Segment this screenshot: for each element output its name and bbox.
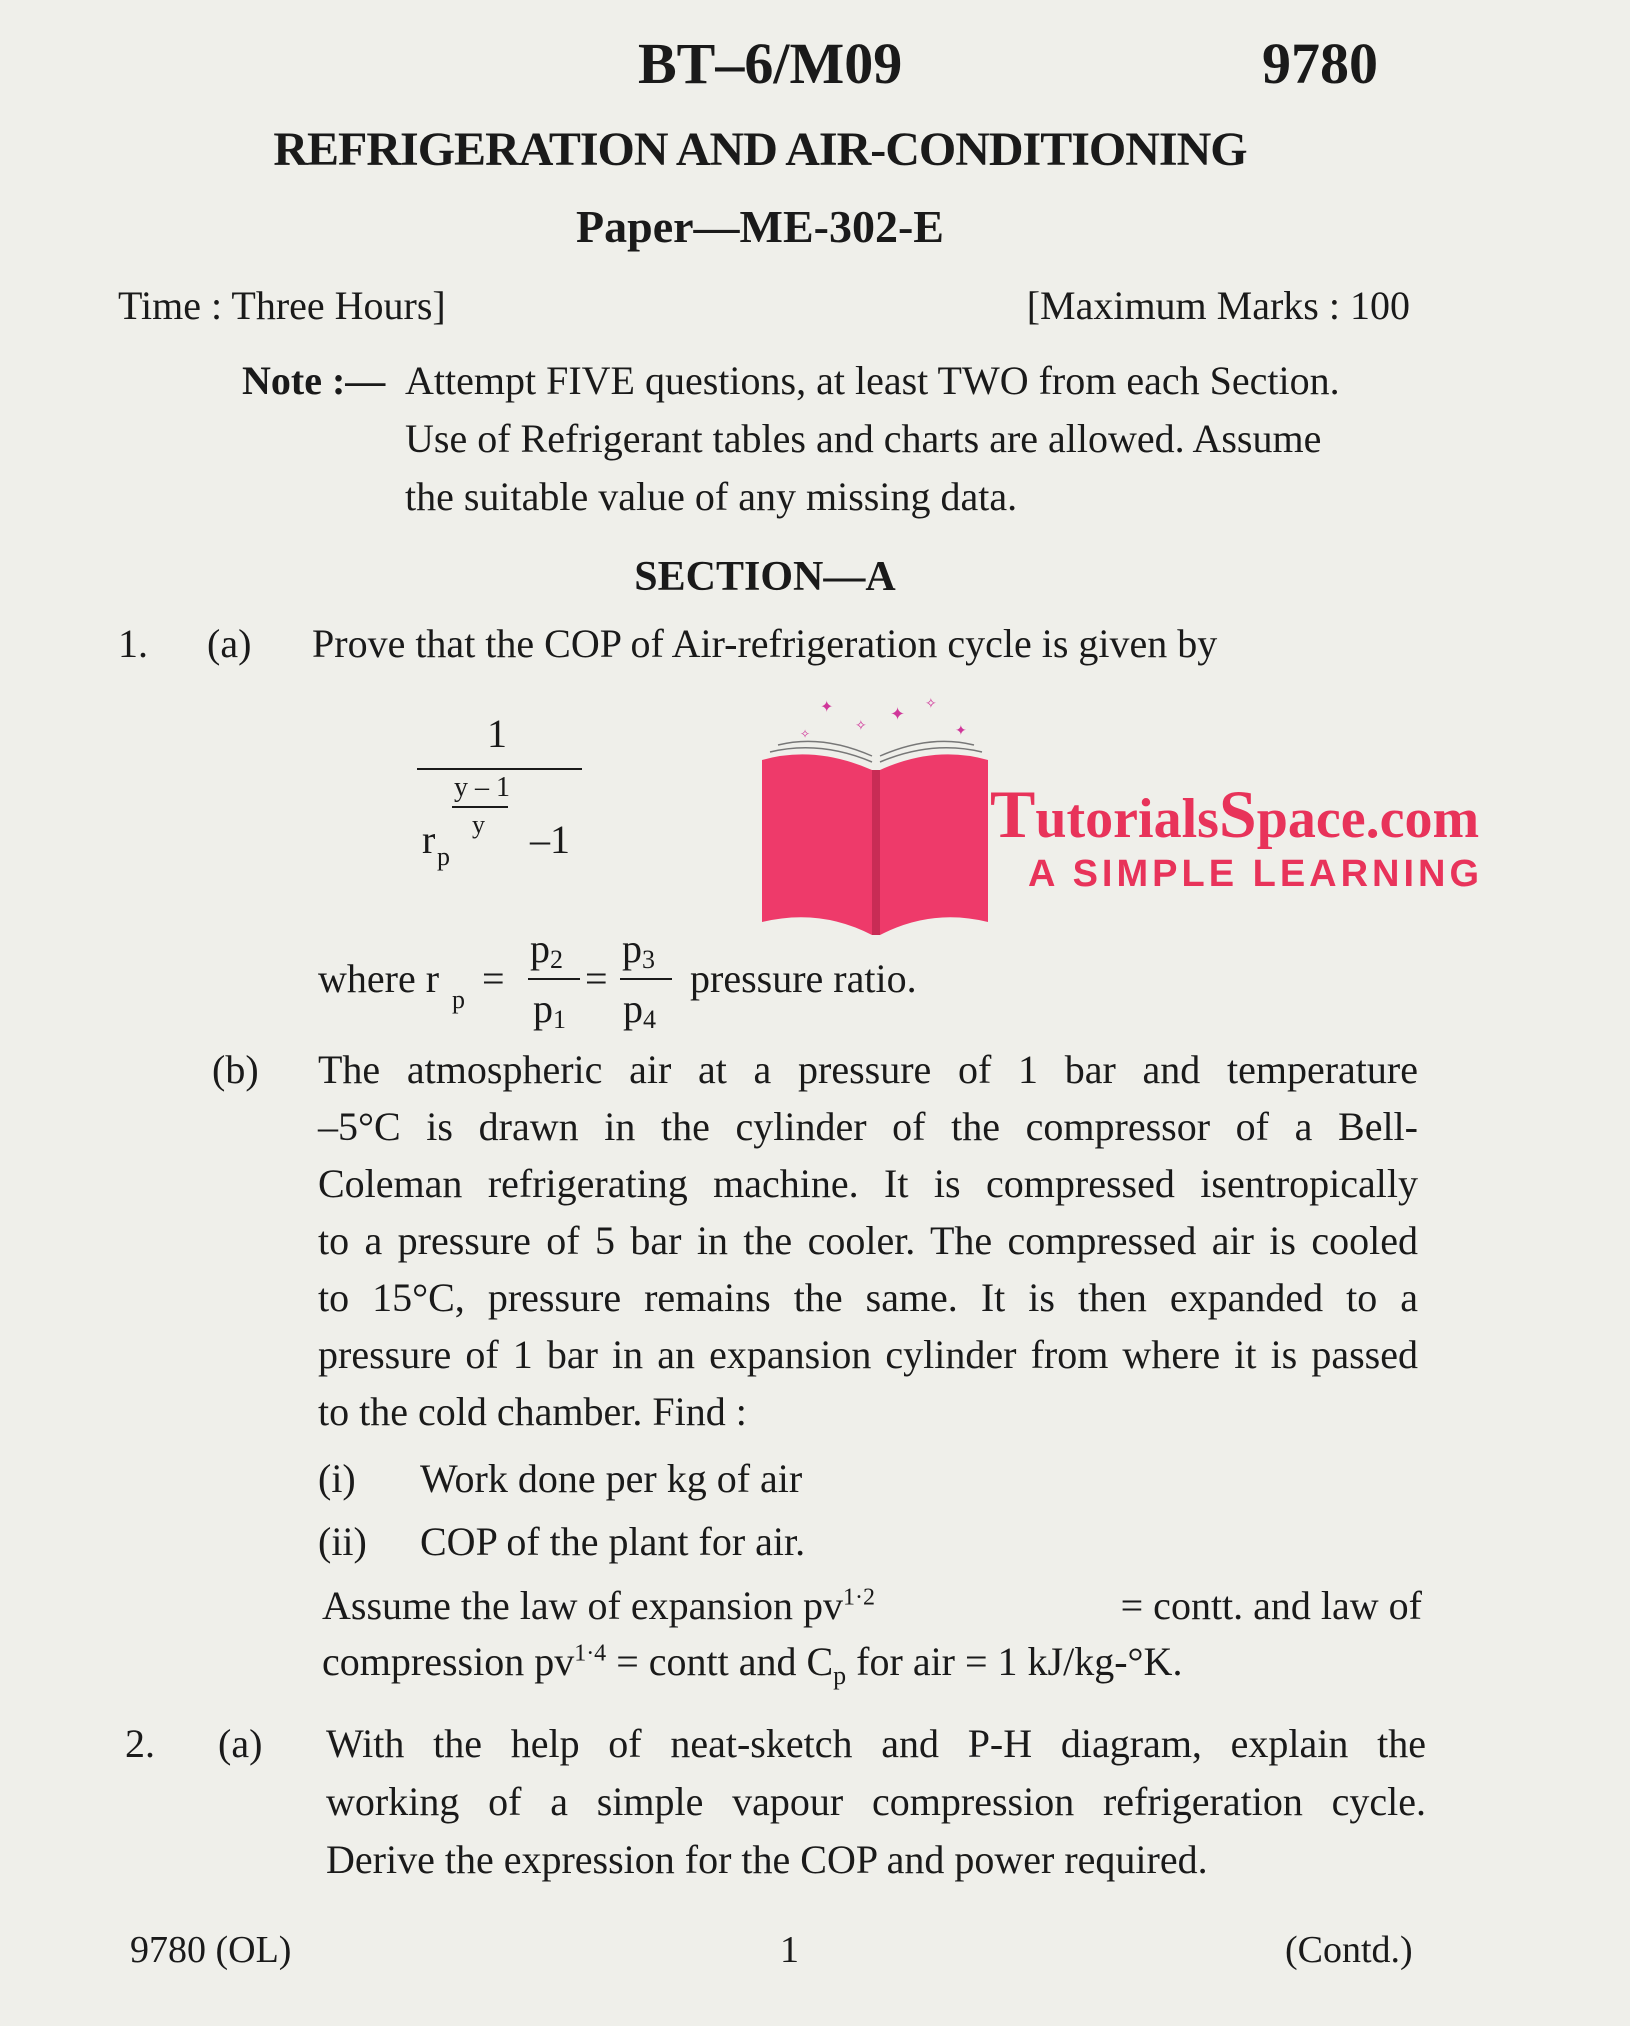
question-1a-label: (a) — [207, 621, 252, 666]
note-line-3: the suitable value of any missing data. — [405, 474, 1018, 519]
sub-item-label: (ii) — [318, 1519, 367, 1564]
formula-minus-one: –1 — [530, 817, 570, 862]
footer-contd: (Contd.) — [1285, 1929, 1413, 1971]
paper-code: BT–6/M09 — [638, 31, 903, 96]
footer-page-number: 1 — [780, 1929, 799, 1971]
svg-text:✧: ✧ — [800, 727, 811, 741]
p2-label: p2 — [530, 926, 563, 974]
question-2-number: 2. — [125, 1721, 155, 1766]
formula-base-subscript: p — [437, 842, 450, 871]
paper-number: 9780 — [1262, 31, 1378, 96]
svg-text:✦: ✦ — [890, 704, 906, 725]
logo-site-name: TutorialsSpace.com — [990, 776, 1480, 852]
question-1b-line: –5°C is drawn in the cylinder of the compressor of a Bell- — [318, 1104, 1418, 1149]
time-allowed: Time : Three Hours] — [118, 283, 446, 328]
question-2a-line: Derive the expression for the COP and power required. — [326, 1837, 1208, 1882]
question-2a-line: With the help of neat-sketch and P-H diagram, explain the — [326, 1721, 1426, 1766]
footer-code: 9780 (OL) — [130, 1929, 292, 1971]
where-subscript: p — [452, 985, 465, 1014]
where-equals-2: = — [585, 956, 608, 1001]
question-1b-line: to a pressure of 5 bar in the cooler. The compressed air is cooled — [318, 1218, 1418, 1263]
svg-text:✦: ✦ — [955, 723, 967, 739]
sub-item-text: COP of the plant for air. — [420, 1519, 806, 1564]
p2-p1-fraction-bar — [528, 978, 580, 980]
p4-label: p4 — [623, 986, 656, 1034]
p3-p4-fraction-bar — [620, 978, 672, 980]
assume-line-2: compression $pv^{1\cdot 4}$ = contt and $C_p$ for air = 1 kJ/kg-°K. — [322, 1639, 1183, 1690]
formula-exponent-denominator: y — [472, 810, 485, 839]
maximum-marks: [Maximum Marks : 100 — [1026, 283, 1410, 328]
sub-item-text: Work done per kg of air — [420, 1456, 803, 1501]
formula-exponent-bar — [452, 806, 508, 808]
note-line-1: Attempt FIVE questions, at least TWO from each Section. — [405, 358, 1340, 403]
question-1b-line: pressure of 1 bar in an expansion cylinder from where it is passed — [318, 1332, 1418, 1377]
svg-text:✧: ✧ — [855, 718, 867, 734]
question-2a-label: (a) — [218, 1721, 263, 1766]
question-1b-line: to 15°C, pressure remains the same. It is then expanded to a — [318, 1275, 1418, 1320]
where-prefix: where r — [318, 956, 440, 1001]
note-label: Note :— — [242, 358, 386, 403]
assume-line-1: Assume the law of expansion $pv^{1\cdot 2}$ = contt. and law of — [322, 1583, 1422, 1628]
question-2a-line: working of a simple vapour compression refrigeration cycle. — [326, 1779, 1426, 1824]
note-line-2: Use of Refrigerant tables and charts are allowed. Assume — [405, 416, 1322, 461]
svg-text:✧: ✧ — [925, 696, 937, 712]
question-1b-line: Coleman refrigerating machine. It is compressed isentropically — [318, 1161, 1418, 1206]
logo-tagline: A SIMPLE LEARNING — [1028, 853, 1484, 895]
formula-exponent-numerator: y – 1 — [454, 772, 510, 803]
question-1a-text: Prove that the COP of Air-refrigeration cycle is given by — [312, 621, 1218, 666]
svg-text:✦: ✦ — [820, 697, 834, 716]
p1-label: p1 — [533, 986, 566, 1034]
formula-base: r — [422, 817, 436, 862]
p3-label: p3 — [622, 926, 655, 974]
formula-numerator: 1 — [487, 711, 507, 756]
where-equals: = — [482, 956, 505, 1001]
question-1b-label: (b) — [212, 1047, 259, 1092]
section-heading: SECTION—A — [634, 554, 896, 600]
open-book-icon — [760, 690, 990, 940]
question-1-number: 1. — [118, 621, 148, 666]
sub-item-label: (i) — [318, 1456, 356, 1501]
where-suffix: pressure ratio. — [690, 956, 917, 1001]
question-1b-line: to the cold chamber. Find : — [318, 1389, 747, 1434]
question-1b-line: The atmospheric air at a pressure of 1 bar and temperature — [318, 1047, 1418, 1092]
paper-id: Paper—ME-302-E — [576, 201, 944, 252]
exam-title: REFRIGERATION AND AIR-CONDITIONING — [273, 123, 1247, 176]
formula-fraction-bar — [417, 768, 582, 770]
